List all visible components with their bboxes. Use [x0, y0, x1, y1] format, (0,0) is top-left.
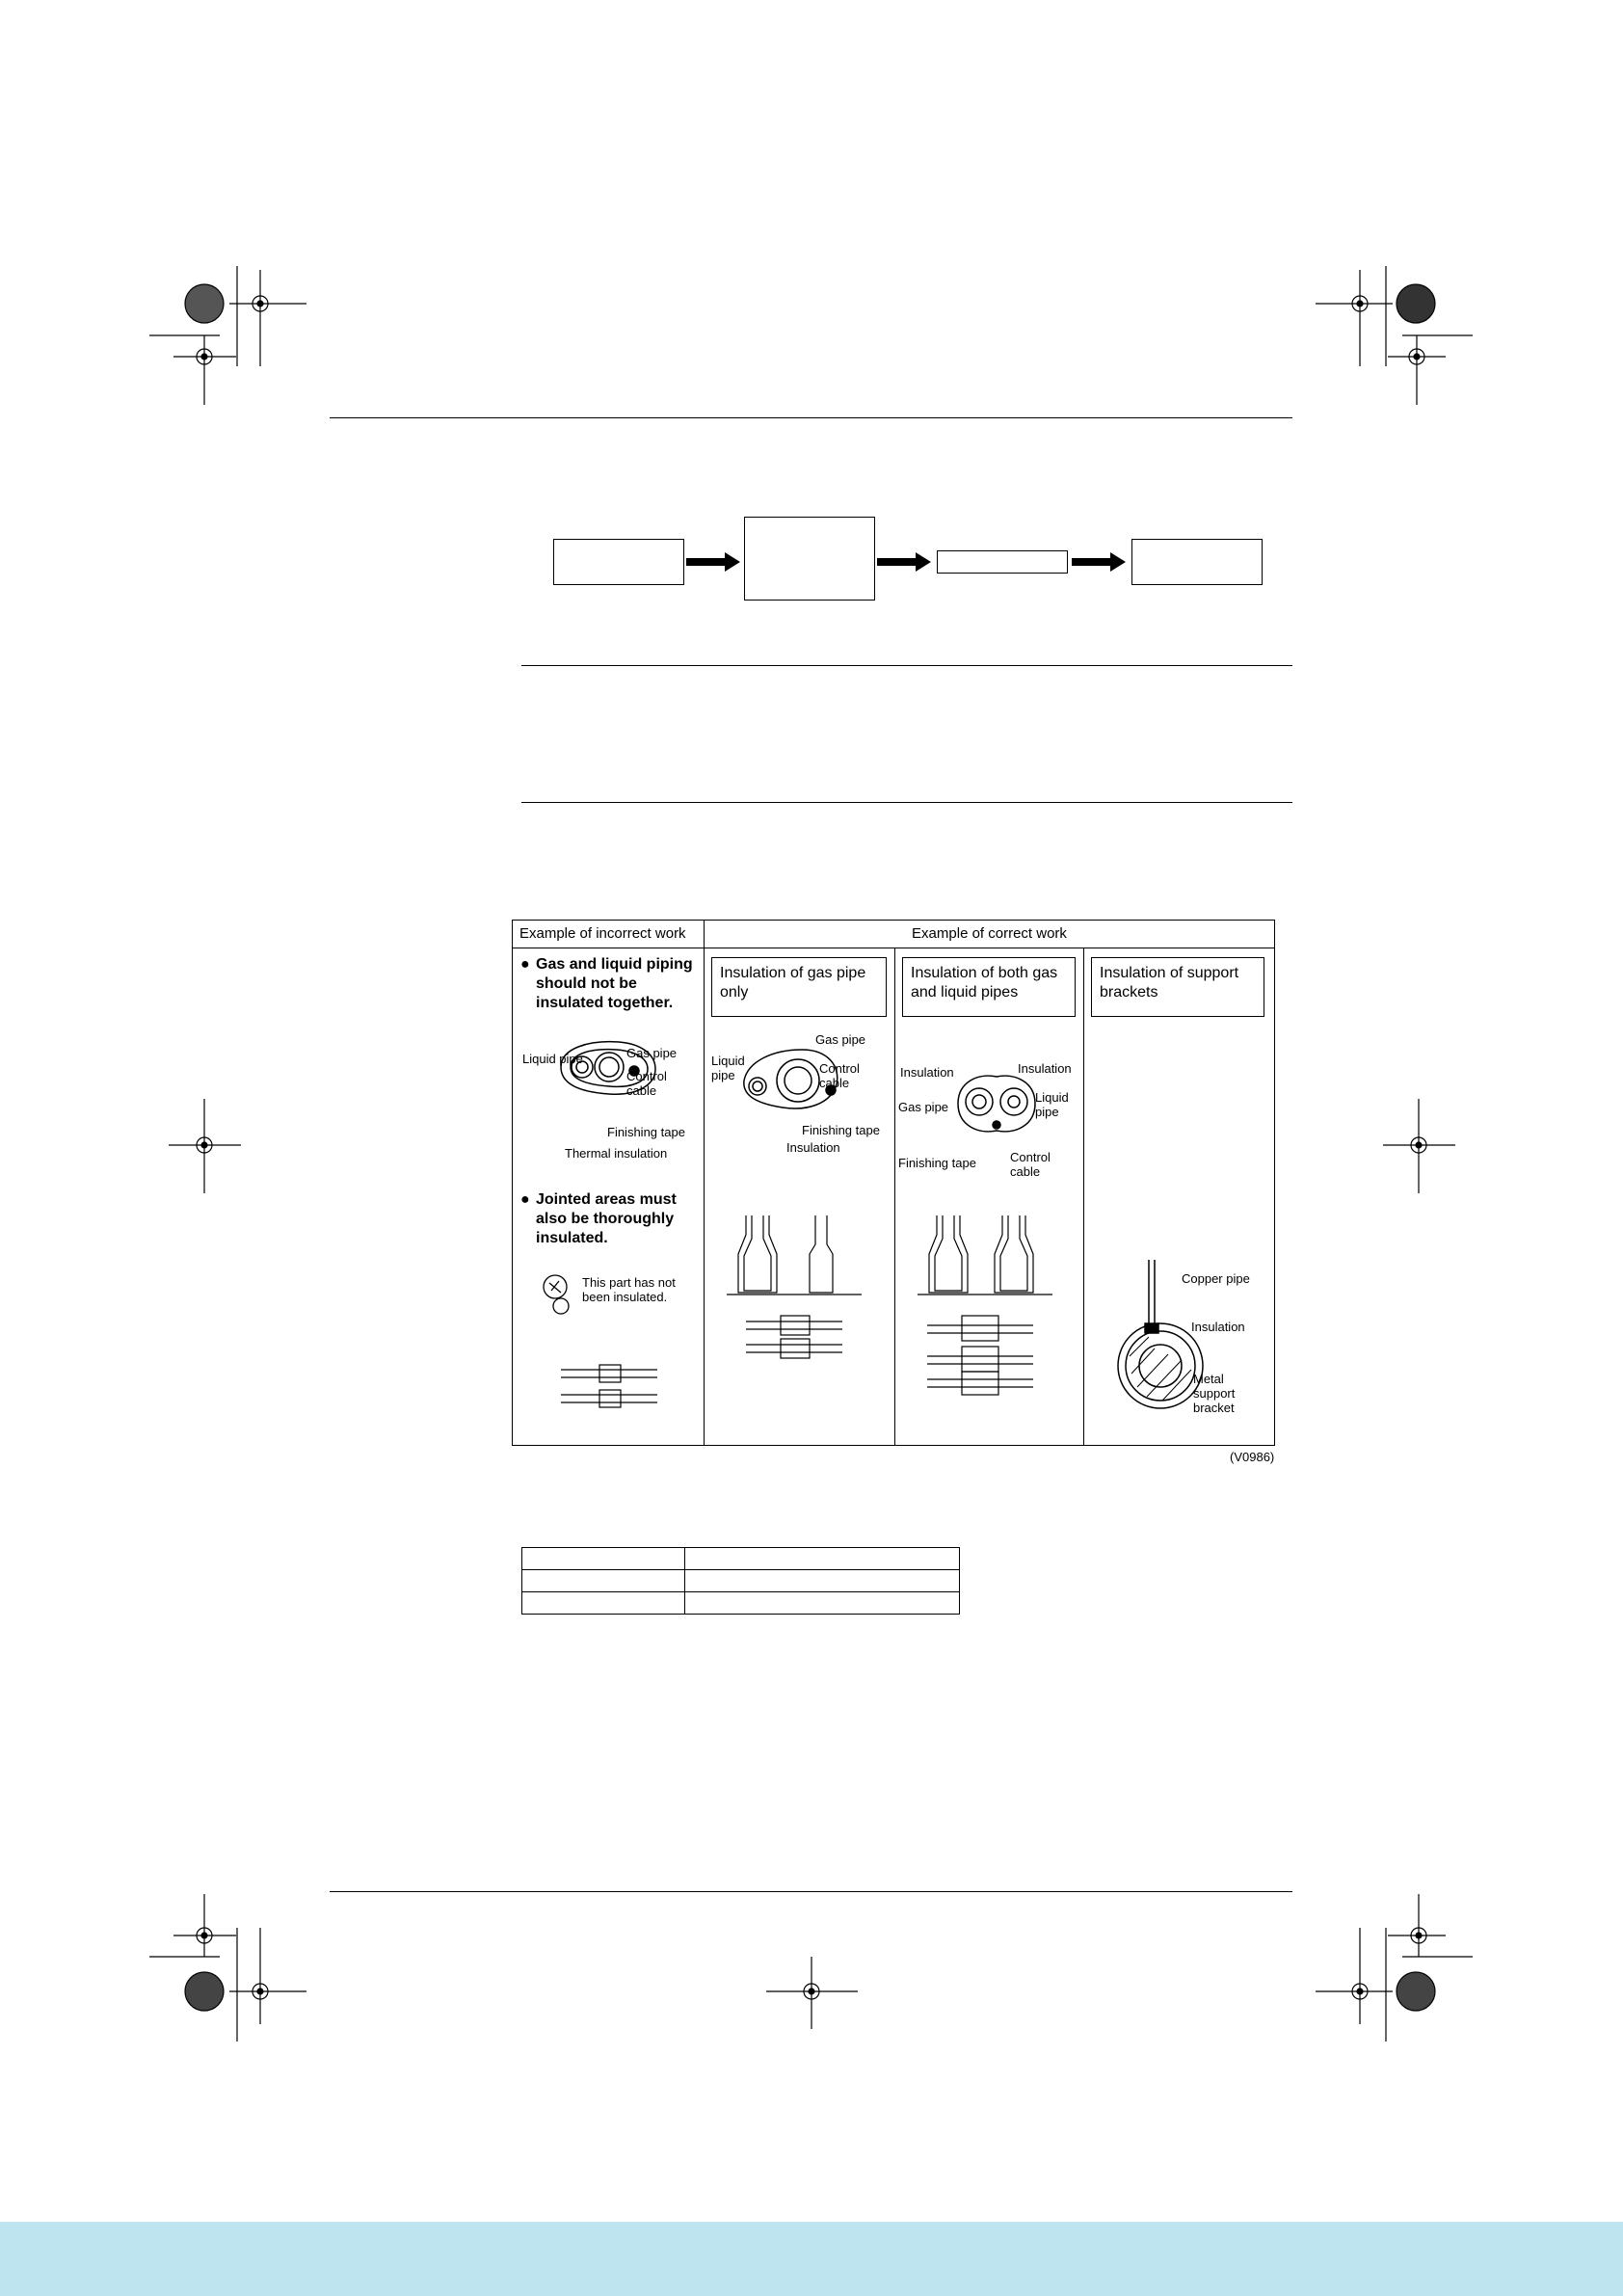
- incorrect-bullet-2: Jointed areas must also be thoroughly insulated.: [536, 1191, 677, 1246]
- both-pipes-drawing: [948, 1065, 1045, 1142]
- incorrect-label-finishing-tape: Finishing tape: [607, 1125, 685, 1139]
- support-label-copper-pipe: Copper pipe: [1182, 1271, 1250, 1286]
- both-label-insulation-left: Insulation: [900, 1065, 954, 1080]
- empty-table: [521, 1547, 960, 1615]
- column-divider-3: [1083, 948, 1084, 1445]
- note-rule-top: [521, 665, 1292, 666]
- flow-arrow-2: [877, 552, 931, 572]
- gas-only-label-liquid-pipe: Liquid pipe: [711, 1054, 745, 1082]
- incorrect-bullet-1: Gas and liquid piping should not be insulated together.: [536, 956, 693, 1011]
- flow-arrow-1: [686, 552, 740, 572]
- flow-box-3: [937, 550, 1068, 574]
- support-brackets-title: Insulation of support brackets: [1091, 957, 1264, 1017]
- gas-only-title: Insulation of gas pipe only: [711, 957, 887, 1017]
- flow-box-4: [1131, 539, 1263, 585]
- header-incorrect: Example of incorrect work: [519, 925, 686, 942]
- gas-only-joint-drawing: [727, 1215, 862, 1360]
- column-divider-1: [704, 921, 705, 1445]
- support-label-insulation: Insulation: [1191, 1320, 1245, 1334]
- both-label-finishing-tape: Finishing tape: [898, 1156, 976, 1170]
- uninsulated-joint-drawing: [540, 1271, 578, 1320]
- both-pipes-title: Insulation of both gas and liquid pipes: [902, 957, 1076, 1017]
- table-row: [522, 1570, 960, 1592]
- bullet-dot-1: ●: [520, 956, 530, 973]
- gas-only-label-finishing-tape: Finishing tape: [802, 1123, 880, 1137]
- both-label-insulation-right: Insulation: [1018, 1061, 1072, 1076]
- header-correct: Example of correct work: [912, 925, 1067, 942]
- table-row: [522, 1548, 960, 1570]
- both-label-control-cable: Control cable: [1010, 1150, 1051, 1179]
- column-divider-2: [894, 948, 895, 1445]
- gas-only-label-control-cable: Control cable: [819, 1061, 860, 1090]
- incorrect-label-control-cable: Control cable: [626, 1069, 667, 1098]
- incorrect-joint-pipes-drawing: [561, 1362, 657, 1410]
- gas-only-label-gas-pipe: Gas pipe: [815, 1032, 866, 1047]
- footer-rule: [330, 1891, 1292, 1892]
- figure-code: (V0986): [1230, 1450, 1275, 1464]
- flow-arrow-3: [1072, 552, 1126, 572]
- flow-box-2: [744, 517, 875, 601]
- both-pipes-joint-drawing: [918, 1215, 1052, 1399]
- gas-only-label-insulation: Insulation: [786, 1140, 840, 1155]
- table-row: [522, 1592, 960, 1615]
- both-label-liquid-pipe: Liquid pipe: [1035, 1090, 1069, 1119]
- bullet-dot-2: ●: [520, 1191, 530, 1208]
- incorrect-label-liquid-pipe: Liquid pipe: [522, 1052, 583, 1066]
- header-rule: [330, 417, 1292, 418]
- incorrect-label-not-insulated: This part has not been insulated.: [582, 1275, 676, 1304]
- footer-band: [0, 2222, 1623, 2296]
- note-rule-bottom: [521, 802, 1292, 803]
- incorrect-label-gas-pipe: Gas pipe: [626, 1046, 678, 1060]
- flow-box-1: [553, 539, 684, 585]
- incorrect-label-thermal-insulation: Thermal insulation: [565, 1146, 668, 1161]
- insulation-figure: [512, 920, 1275, 1446]
- support-label-bracket: Metal support bracket: [1193, 1372, 1236, 1415]
- both-label-gas-pipe: Gas pipe: [898, 1100, 949, 1114]
